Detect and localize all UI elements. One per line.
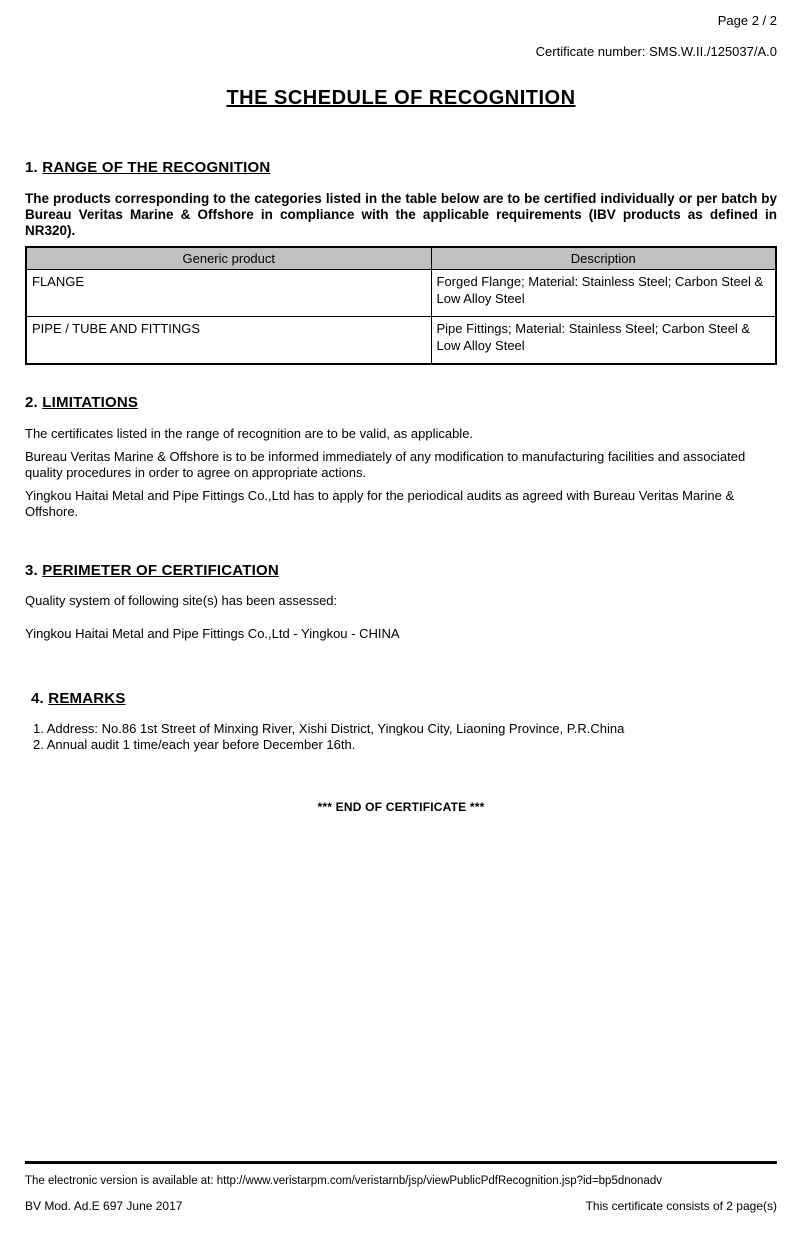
document-title-text: THE SCHEDULE OF RECOGNITION [226,87,576,109]
end-of-certificate: *** END OF CERTIFICATE *** [317,800,485,814]
section-4-number: 4. [31,690,44,707]
limitations-paragraph-3: Yingkou Haitai Metal and Pipe Fittings Co.,Ltd has to apply for the periodical audits as agreed with Bureau Veritas Marine & Offshore. [25,488,735,519]
page-footer [25,1161,777,1213]
section-4 [25,690,777,753]
section-3-heading [25,562,777,579]
section-3-title: PERIMETER OF CERTIFICATION [42,562,279,579]
assessed-site: Yingkou Haitai Metal and Pipe Fittings Co.,Ltd - Yingkou - CHINA [25,626,400,641]
section-2-title: LIMITATIONS [42,394,139,411]
table-header-row [26,247,776,270]
electronic-version-note: The electronic version is available at: http://www.veristarpm.com/veristarnb/jsp/viewPublicPdfRecognition.jsp?id=bp5dnonadv [25,1175,662,1187]
cell-product: FLANGE [26,270,431,317]
form-reference: BV Mod. Ad.E 697 June 2017 [25,1199,183,1213]
section-3-number: 3. [25,562,38,579]
section-1-number: 1. [25,159,38,176]
section-2-heading [25,394,777,411]
products-table [25,246,777,365]
certificate-number: Certificate number: SMS.W.II./125037/A.0 [535,44,777,59]
section-4-heading [31,690,777,707]
page-count-note: This certificate consists of 2 page(s) [585,1199,777,1213]
section-1-intro: The products corresponding to the categories listed in the table below are to be certified individually or per batch by Bureau Veritas Marine & Offshore in compliance with the applicable requirements (IBV products as defined in NR320). [25,191,777,238]
limitations-paragraph-2: Bureau Veritas Marine & Offshore is to be informed immediately of any modification to manufacturing facilities and associated quality procedures in order to agree on appropriate actions. [25,449,746,480]
footer-divider [25,1161,777,1164]
section-1-heading [25,159,777,176]
section-1-title: RANGE OF THE RECOGNITION [42,159,271,176]
cell-product: PIPE / TUBE AND FITTINGS [26,317,431,365]
table-row [26,270,776,317]
limitations-paragraph-1: The certificates listed in the range of recognition are to be valid, as applicable. [25,426,474,441]
remark-address: 1. Address: No.86 1st Street of Minxing River, Xishi District, Yingkou City, Liaoning Province, P.R.China [33,721,625,736]
page-number: Page 2 / 2 [717,13,777,28]
column-header-generic-product: Generic product [26,247,431,270]
remarks-list [31,721,777,753]
section-2-number: 2. [25,394,38,411]
document-title [25,87,777,110]
cell-description: Forged Flange; Material: Stainless Steel; Carbon Steel & Low Alloy Steel [431,270,776,317]
column-header-description: Description [431,247,776,270]
remark-annual-audit: 2. Annual audit 1 time/each year before December 16th. [33,737,356,752]
cell-description: Pipe Fittings; Material: Stainless Steel; Carbon Steel & Low Alloy Steel [431,317,776,365]
section-4-title: REMARKS [48,690,126,707]
table-row [26,317,776,365]
perimeter-statement: Quality system of following site(s) has been assessed: [25,593,338,608]
